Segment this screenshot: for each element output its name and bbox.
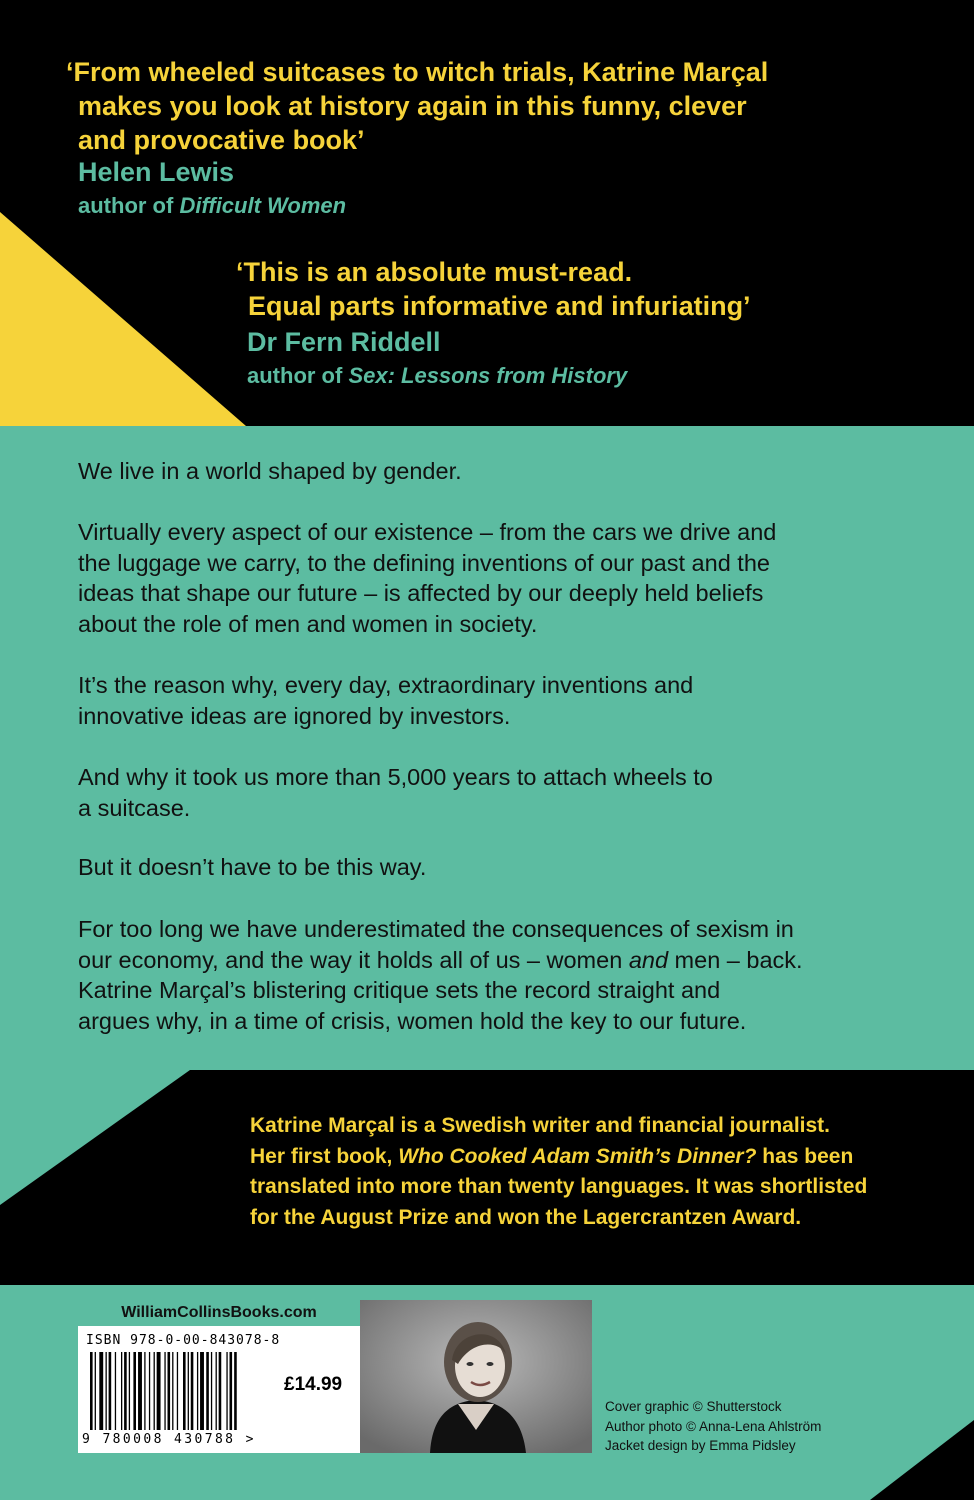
barcode-bar <box>177 1352 178 1430</box>
quote-1-source: author of Difficult Women <box>78 193 347 218</box>
barcode-bar <box>124 1352 127 1430</box>
barcode-bars <box>90 1352 290 1434</box>
barcode-bar <box>211 1352 212 1430</box>
cover-credits: Cover graphic © Shutterstock Author photo © Anna-Lena Ahlström Jacket design by Emma Pidsley <box>605 1399 822 1453</box>
blurb-paragraph-1: We live in a world shaped by gender. <box>78 458 462 484</box>
barcode-bar <box>200 1352 204 1430</box>
author-photo <box>360 1300 592 1453</box>
blurb-paragraph-4: And why it took us more than 5,000 years to attach wheels to a suitcase. <box>78 764 713 821</box>
quote-line: ‘From wheeled suitcases to witch trials, Katrine Marçal <box>66 57 769 87</box>
barcode-box <box>78 1300 360 1453</box>
barcode-bar <box>164 1352 165 1430</box>
quote-line: and provocative book’ <box>78 125 365 155</box>
quote-2-author: Dr Fern Riddell <box>247 327 441 357</box>
barcode-bar <box>154 1352 155 1430</box>
barcode-bar <box>219 1352 222 1430</box>
barcode-bar <box>188 1352 189 1430</box>
barcode-bar <box>206 1352 209 1430</box>
review-quote-2 <box>236 255 751 323</box>
blurb-paragraph-3: It’s the reason why, every day, extraordinary inventions and innovative ideas are ignored by investors. <box>78 672 694 729</box>
barcode-bar <box>230 1352 233 1430</box>
barcode-bar <box>99 1352 103 1430</box>
barcode-bar <box>109 1352 112 1430</box>
barcode-bar <box>121 1352 122 1430</box>
barcode-bar <box>197 1352 198 1430</box>
barcode-bar <box>144 1352 145 1430</box>
barcode-bar <box>115 1352 116 1430</box>
review-quote-1 <box>66 55 768 157</box>
barcode-bar <box>172 1352 173 1430</box>
barcode-bar <box>183 1352 186 1430</box>
barcode-bar <box>157 1352 161 1430</box>
barcode-bar <box>133 1352 136 1430</box>
first-book-title: Who Cooked Adam Smith’s Dinner? <box>398 1144 757 1168</box>
quote-line: Equal parts informative and infuriating’ <box>248 291 751 321</box>
quote-2-book-title: Sex: Lessons from History <box>348 363 628 388</box>
barcode-bar <box>129 1352 130 1430</box>
barcode-bar <box>226 1352 227 1430</box>
price-label: £14.99 <box>284 1374 343 1395</box>
quote-2-source: author of Sex: Lessons from History <box>247 363 628 388</box>
barcode-bar <box>138 1352 142 1430</box>
barcode-bar <box>234 1352 237 1430</box>
barcode-bar <box>90 1352 93 1430</box>
blurb-paragraph-6: For too long we have underestimated the consequences of sexism in our economy, and the way it holds all of us – women and men – back. Katrine Marçal’s blistering critique sets the record straight and argues why, in a time of crisis, women hold the key to our future. <box>78 916 803 1034</box>
quote-line: ‘This is an absolute must-read. <box>236 257 633 287</box>
barcode-bar <box>216 1352 217 1430</box>
author-portrait-image <box>360 1300 592 1453</box>
barcode-digits: 9 780008 430788 > <box>82 1432 256 1447</box>
quote-line: makes you look at history again in this funny, clever <box>78 91 747 121</box>
quote-1-author: Helen Lewis <box>78 157 235 187</box>
quote-1-book-title: Difficult Women <box>179 193 347 218</box>
barcode-bar <box>106 1352 107 1430</box>
blurb-paragraph-5: But it doesn’t have to be this way. <box>78 854 427 880</box>
publisher-website: WilliamCollinsBooks.com <box>78 1300 360 1328</box>
barcode-bar <box>95 1352 96 1430</box>
blurb-paragraph-2: Virtually every aspect of our existence – from the cars we drive and the luggage we carry, to the defining inventions of our past and the ideas that shape our future – is affected by our deeply held beliefs about the role of men and women in society. <box>78 519 777 637</box>
barcode-bar <box>191 1352 194 1430</box>
barcode-bar <box>168 1352 171 1430</box>
author-bio: Katrine Marçal is a Swedish writer and financial journalist. Her first book, Who Cooked Adam Smith’s Dinner? has been translated into more than twenty languages. It was shortlisted for the August Prize and won the Lagercrantzen Award. <box>250 1114 868 1229</box>
barcode-bar <box>149 1352 150 1430</box>
isbn-number: ISBN 978-0-00-843078-8 <box>86 1333 281 1348</box>
